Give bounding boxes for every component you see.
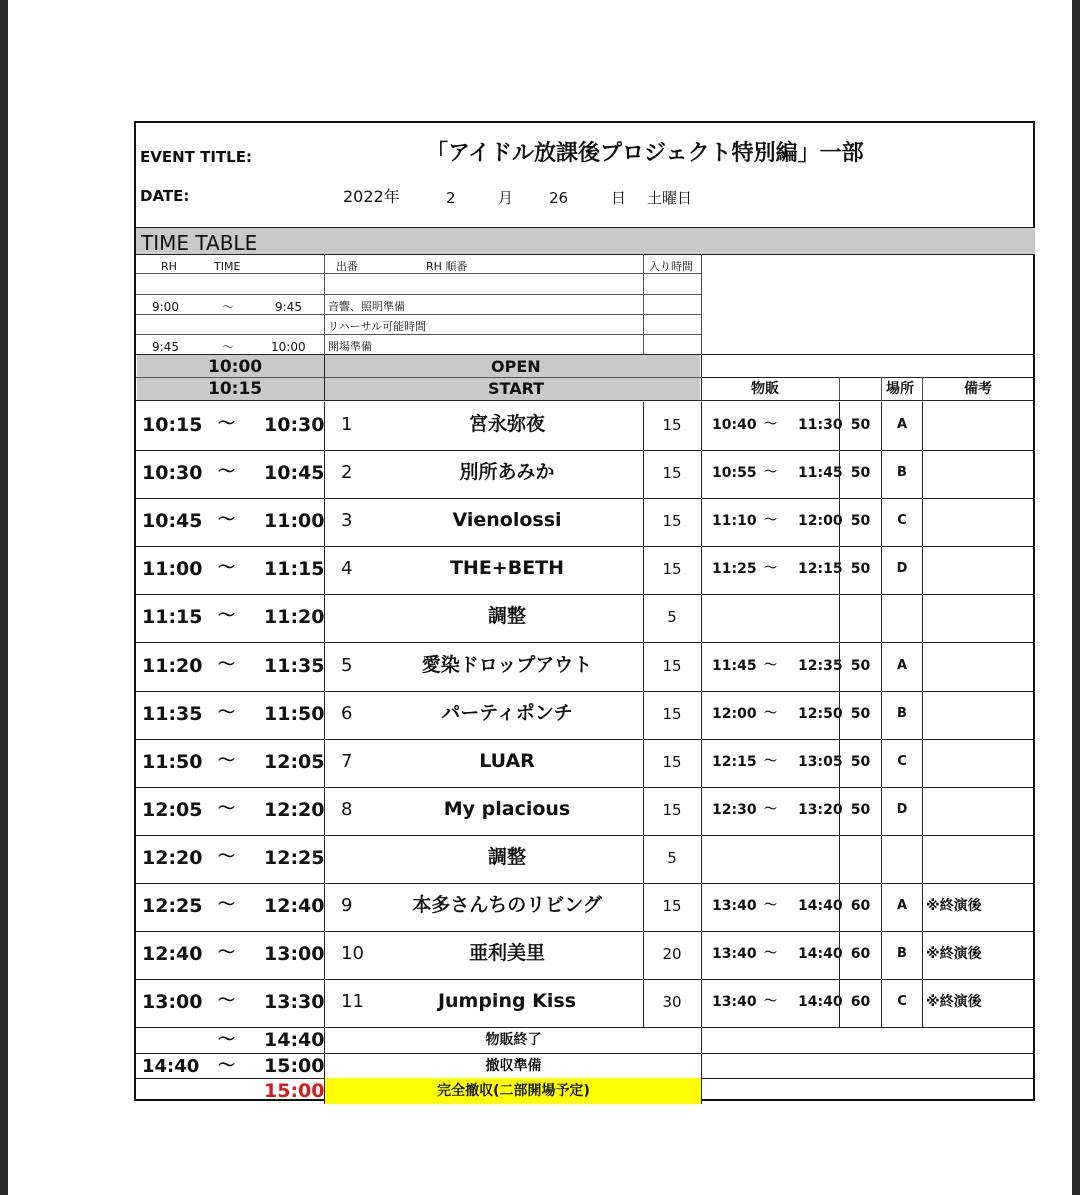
row-end: 10:30 <box>264 414 325 437</box>
right-edge <box>1072 0 1080 1195</box>
footer-end: 14:40 <box>264 1029 325 1052</box>
table-row <box>136 594 1035 642</box>
row-number: 5 <box>341 654 353 676</box>
row-number: 4 <box>341 558 353 580</box>
merch-duration: 50 <box>850 417 871 434</box>
prep-end: 9:45 <box>275 300 302 314</box>
row-performer: 別所あみか <box>459 461 555 484</box>
merch-start: 13:40 <box>712 994 757 1011</box>
open-label: OPEN <box>491 357 541 376</box>
table-row <box>136 931 1035 979</box>
prep-desc: 開場準備 <box>328 340 372 353</box>
row-tilde: ～ <box>218 510 235 531</box>
row-number: 9 <box>341 895 353 917</box>
merch-end: 12:15 <box>798 561 843 578</box>
row-performer: 宮永弥夜 <box>468 413 545 436</box>
col-rh-order: RH 順番 <box>426 260 468 273</box>
table-row <box>136 546 1035 594</box>
date-month-label: 月 <box>498 189 514 207</box>
row-end: 12:05 <box>264 750 325 773</box>
notes-header: 備考 <box>964 381 992 397</box>
table-row <box>136 883 1035 931</box>
footer-row <box>136 1053 1035 1079</box>
prep-desc: リハーサル可能時間 <box>328 320 427 333</box>
merch-place: A <box>896 657 908 673</box>
row-end: 10:45 <box>264 462 325 485</box>
merch-duration: 50 <box>850 801 871 818</box>
row-tilde: ～ <box>218 895 235 916</box>
merch-duration: 60 <box>850 898 871 915</box>
table-row <box>136 835 1035 883</box>
merch-end: 12:35 <box>798 657 843 674</box>
merch-duration: 50 <box>850 657 871 674</box>
merch-place: D <box>896 801 908 817</box>
row-start: 12:20 <box>142 846 203 869</box>
row-performer: 愛染ドロップアウト <box>421 653 593 676</box>
row-performer: 亜利美里 <box>468 942 545 965</box>
open-time: 10:00 <box>208 357 263 377</box>
row-end: 11:00 <box>264 510 325 533</box>
row-number: 8 <box>341 798 353 820</box>
merch-start: 10:40 <box>712 417 757 434</box>
prep-tilde: ～ <box>222 340 235 354</box>
col-entry: 入り時間 <box>649 260 693 273</box>
footer-end: 15:00 <box>264 1080 325 1103</box>
timetable-bar <box>136 228 1035 254</box>
merch-duration: 60 <box>850 994 871 1011</box>
table-row <box>136 739 1035 787</box>
merch-start: 13:40 <box>712 898 757 915</box>
footer-start: 14:40 <box>142 1055 200 1077</box>
merch-end: 12:50 <box>798 705 843 722</box>
merch-place: C <box>897 513 907 529</box>
row-start: 12:40 <box>142 943 203 966</box>
merch-place: B <box>897 465 907 481</box>
row-number: 1 <box>341 414 353 436</box>
merch-end: 13:20 <box>798 801 843 818</box>
row-end: 11:20 <box>264 606 325 629</box>
table-row <box>136 691 1035 739</box>
merch-end: 11:30 <box>798 417 843 434</box>
date-month-num: 2 <box>446 189 456 207</box>
row-end: 11:50 <box>264 702 325 725</box>
row-end: 11:15 <box>264 558 325 581</box>
merch-end: 13:05 <box>798 753 843 770</box>
row-note: ※終演後 <box>926 994 982 1011</box>
place-header: 場所 <box>886 381 914 397</box>
row-performer: Jumping Kiss <box>437 990 577 1013</box>
merch-tilde: ～ <box>764 513 778 529</box>
merch-end: 14:40 <box>798 898 843 915</box>
row-duration: 15 <box>662 704 682 723</box>
row-end: 13:30 <box>264 991 325 1014</box>
row-tilde: ～ <box>218 606 235 627</box>
date-day-label: 日 <box>611 189 627 207</box>
row-tilde: ～ <box>218 462 235 483</box>
row-note: ※終演後 <box>926 898 982 915</box>
merch-tilde: ～ <box>764 898 778 914</box>
col-rh: RH <box>161 260 177 273</box>
prep-desc: 音響、照明準備 <box>328 300 405 313</box>
row-tilde: ～ <box>218 750 235 771</box>
col-order: 出番 <box>336 260 358 273</box>
row-number: 7 <box>341 750 353 772</box>
merch-start: 13:40 <box>712 946 757 963</box>
merch-start: 12:15 <box>712 753 757 770</box>
left-edge <box>0 0 8 1195</box>
row-performer: 本多さんちのリビング <box>412 894 602 917</box>
event-title-label: EVENT TITLE: <box>140 148 252 166</box>
date-label: DATE: <box>140 187 190 205</box>
row-performer: パーティポンチ <box>441 701 573 724</box>
row-start: 10:15 <box>142 414 203 437</box>
merch-duration: 50 <box>850 753 871 770</box>
merch-tilde: ～ <box>764 994 778 1010</box>
merch-start: 12:00 <box>712 705 757 722</box>
row-performer: 調整 <box>487 845 526 868</box>
table-row <box>136 450 1035 498</box>
table-row <box>136 979 1035 1027</box>
merch-end: 14:40 <box>798 994 843 1011</box>
row-tilde: ～ <box>218 943 235 964</box>
footer-row <box>136 1027 1035 1053</box>
row-duration: 15 <box>662 800 682 819</box>
footer-tilde: ～ <box>218 1030 235 1051</box>
merch-end: 12:00 <box>798 513 843 530</box>
row-duration: 15 <box>662 416 682 435</box>
row-performer: Vienolossi <box>452 509 562 532</box>
row-tilde: ～ <box>218 846 235 867</box>
footer-label: 完全撤収(二部開場予定) <box>437 1083 590 1100</box>
merch-start: 11:45 <box>712 657 757 674</box>
row-duration: 15 <box>662 656 682 675</box>
merch-end: 14:40 <box>798 946 843 963</box>
row-duration: 15 <box>662 464 682 483</box>
start-time: 10:15 <box>208 379 263 399</box>
timetable-sheet <box>134 121 1035 1101</box>
footer-end: 15:00 <box>264 1054 325 1077</box>
merch-start: 11:10 <box>712 513 757 530</box>
merch-tilde: ～ <box>764 753 778 769</box>
footer-label: 物販終了 <box>485 1032 542 1049</box>
prep-end: 10:00 <box>271 340 306 354</box>
row-note: ※終演後 <box>926 946 982 963</box>
row-end: 11:35 <box>264 654 325 677</box>
merch-tilde: ～ <box>764 801 778 817</box>
merch-tilde: ～ <box>764 705 778 721</box>
row-start: 11:35 <box>142 702 203 725</box>
row-number: 6 <box>341 702 353 724</box>
row-start: 11:20 <box>142 654 203 677</box>
merch-start: 10:55 <box>712 465 757 482</box>
merch-place: B <box>897 946 907 962</box>
row-start: 10:45 <box>142 510 203 533</box>
footer-label: 撤収準備 <box>485 1057 542 1074</box>
merch-duration: 60 <box>850 946 871 963</box>
row-performer: 調整 <box>487 605 526 628</box>
row-end: 12:20 <box>264 798 325 821</box>
prep-tilde: ～ <box>222 300 235 314</box>
table-row <box>136 402 1035 450</box>
row-start: 10:30 <box>142 462 203 485</box>
merch-duration: 50 <box>850 513 871 530</box>
row-duration: 5 <box>667 608 677 627</box>
row-performer: LUAR <box>479 749 535 772</box>
timetable-title: TIME TABLE <box>141 231 258 255</box>
row-end: 12:25 <box>264 846 325 869</box>
date-day-num: 26 <box>549 189 569 207</box>
date-year: 2022年 <box>343 187 400 206</box>
date-weekday: 土曜日 <box>647 189 693 207</box>
prep-start: 9:00 <box>152 300 179 314</box>
merch-duration: 50 <box>850 465 871 482</box>
merch-start: 12:30 <box>712 801 757 818</box>
row-number: 11 <box>341 991 364 1013</box>
prep-start: 9:45 <box>152 340 179 354</box>
merch-tilde: ～ <box>764 465 778 481</box>
merch-duration: 50 <box>850 561 871 578</box>
row-start: 11:00 <box>142 558 203 581</box>
merch-header: 物販 <box>751 381 779 397</box>
start-label: START <box>488 379 545 398</box>
table-row <box>136 643 1035 691</box>
row-start: 12:25 <box>142 895 203 918</box>
row-duration: 15 <box>662 512 682 531</box>
row-number: 2 <box>341 462 353 484</box>
merch-place: A <box>896 417 908 433</box>
merch-end: 11:45 <box>798 465 843 482</box>
row-start: 12:05 <box>142 798 203 821</box>
table-row <box>136 498 1035 546</box>
row-duration: 15 <box>662 897 682 916</box>
merch-tilde: ～ <box>764 561 778 577</box>
row-duration: 30 <box>662 993 682 1012</box>
col-time: TIME <box>214 260 241 273</box>
row-end: 12:40 <box>264 895 325 918</box>
row-tilde: ～ <box>218 798 235 819</box>
merch-place: A <box>896 898 908 914</box>
row-duration: 15 <box>662 560 682 579</box>
merch-tilde: ～ <box>764 417 778 433</box>
merch-tilde: ～ <box>764 657 778 673</box>
merch-duration: 50 <box>850 705 871 722</box>
merch-place: C <box>897 753 907 769</box>
row-duration: 5 <box>667 848 677 867</box>
row-tilde: ～ <box>218 558 235 579</box>
row-duration: 20 <box>662 945 682 964</box>
merch-place: D <box>896 561 908 577</box>
merch-place: B <box>897 705 907 721</box>
merch-start: 11:25 <box>712 561 757 578</box>
row-tilde: ～ <box>218 414 235 435</box>
row-tilde: ～ <box>218 654 235 675</box>
row-performer: THE+BETH <box>449 557 565 580</box>
footer-row <box>136 1078 1035 1104</box>
table-row <box>136 787 1035 835</box>
row-start: 11:50 <box>142 750 203 773</box>
row-performer: My placious <box>443 797 571 820</box>
row-tilde: ～ <box>218 991 235 1012</box>
row-duration: 15 <box>662 752 682 771</box>
row-start: 13:00 <box>142 991 203 1014</box>
row-tilde: ～ <box>218 702 235 723</box>
row-number: 3 <box>341 510 353 532</box>
merch-tilde: ～ <box>764 946 778 962</box>
row-number: 10 <box>341 943 364 965</box>
event-title: 「アイドル放課後プロジェクト特別編」一部 <box>426 141 864 166</box>
row-end: 13:00 <box>264 943 325 966</box>
merch-place: C <box>897 994 907 1010</box>
row-start: 11:15 <box>142 606 203 629</box>
footer-tilde: ～ <box>218 1055 235 1076</box>
